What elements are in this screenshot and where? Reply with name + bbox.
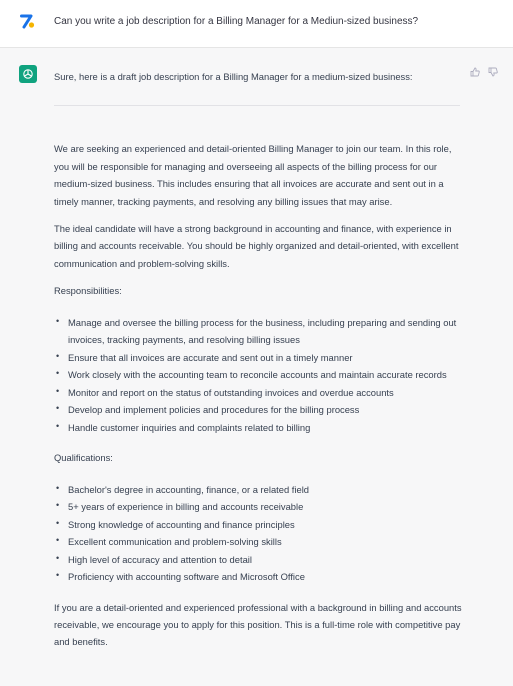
list-item: • Proficiency with accounting software and Microsoft Office [68, 568, 464, 586]
user-avatar-icon [18, 12, 36, 30]
assistant-message-content [54, 68, 464, 661]
qualifications-heading: Qualifications: [54, 452, 113, 464]
feedback-buttons [470, 67, 498, 77]
responsibilities-list [54, 314, 464, 437]
user-message-text: Can you write a job description for a Billing Manager for a Mediun-sized business? [54, 16, 419, 27]
openai-logo-icon [19, 65, 37, 83]
list-item: • Strong knowledge of accounting and finance principles [68, 516, 464, 534]
list-item: • Manage and oversee the billing process for the business, including preparing and sending out invoices, tracking payments, and resolving billing issues [68, 314, 464, 349]
list-item: • Ensure that all invoices are accurate and sent out in a timely manner [68, 349, 464, 367]
list-item: • Bachelor's degree in accounting, finance, or a related field [68, 481, 464, 499]
divider [54, 105, 460, 106]
list-item: • Monitor and report on the status of outstanding invoices and overdue accounts [68, 384, 464, 402]
qualifications-list [54, 481, 464, 586]
list-item: • Excellent communication and problem-solving skills [68, 533, 464, 551]
paragraph-ideal-candidate: The ideal candidate will have a strong background in accounting and finance, with experience in billing and accounts receivable. You should be highly organized and detail-oriented, with excellent communication and problem-solving skills. [54, 223, 459, 269]
thumbs-down-icon[interactable] [488, 67, 498, 77]
list-item: • Work closely with the accounting team to reconcile accounts and maintain accurate records [68, 366, 464, 384]
responsibilities-heading: Responsibilities: [54, 285, 122, 297]
list-item: • High level of accuracy and attention to detail [68, 551, 464, 569]
list-item: • 5+ years of experience in billing and accounts receivable [68, 498, 464, 516]
assistant-intro: Sure, here is a draft job description for a Billing Manager for a medium-sized business: [54, 71, 413, 82]
paragraph-intro: We are seeking an experienced and detail-oriented Billing Manager to join our team. In this role, you will be responsible for managing and overseeing all aspects of the billing process for our medium-sized business. This includes ensuring that all invoices are accurate and sent out in a timely manner, tracking payments, and resolving any billing issues that may arise. [54, 143, 452, 207]
assistant-message-row [0, 48, 513, 686]
thumbs-up-icon[interactable] [470, 67, 480, 77]
paragraph-closing: If you are a detail-oriented and experienced professional with a background in billing and accounts receivable, we encourage you to apply for this position. This is a full-time role with competitive pay and benefits. [54, 601, 462, 648]
list-item: • Handle customer inquiries and complaints related to billing [68, 419, 464, 437]
user-message-row [0, 0, 513, 48]
list-item: • Develop and implement policies and procedures for the billing process [68, 401, 464, 419]
